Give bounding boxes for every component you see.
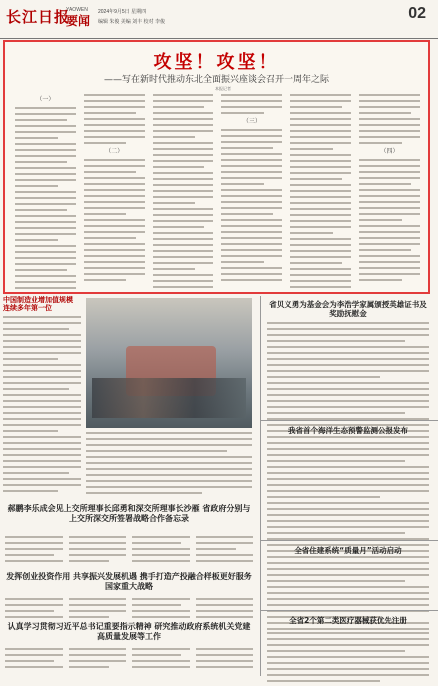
- brief-body: [267, 632, 429, 686]
- page-number: 02: [408, 5, 426, 22]
- section-marker: （一）: [36, 97, 55, 103]
- section-marker: （三）: [242, 119, 261, 125]
- right-news-column: [260, 296, 436, 676]
- editor-credits: 编辑 朱俊 美编 刘丰 校对 李俊: [98, 19, 165, 25]
- brief-headline[interactable]: 全省住建系统“质量月”活动启动: [294, 546, 402, 555]
- story-body: [5, 648, 253, 672]
- section-marker: （二）: [105, 149, 124, 155]
- issue-date: 2024年9月5日 星期四: [98, 9, 147, 15]
- left-brief-story[interactable]: [3, 296, 81, 488]
- newspaper-logo: 长江日报: [6, 8, 71, 26]
- feature-column: [153, 94, 214, 294]
- feature-byline: 本报记者: [215, 86, 231, 91]
- story-headline[interactable]: 郝鹏李乐成会见上交所理事长邱勇和深交所理事长沙雁 省政府分别与上交所深交所签署战略合作备忘录: [7, 504, 251, 523]
- feature-column: [359, 94, 420, 294]
- masthead: [0, 0, 438, 39]
- section-label-en: YAOWEN: [66, 7, 88, 13]
- section-label-cn: 要闻: [66, 14, 91, 28]
- photo-caption: [86, 432, 252, 490]
- section-marker: （四）: [380, 149, 399, 155]
- story-headline[interactable]: 认真学习贯彻习近平总书记重要指示精神 研究推动政府系统机关党建高质量发展等工作: [7, 622, 251, 641]
- story-body: [5, 598, 253, 622]
- feature-article[interactable]: [3, 40, 430, 294]
- section-label: [66, 7, 94, 27]
- feature-body: [15, 94, 420, 294]
- story-headline[interactable]: 发挥创业投资作用 共享振兴发展机遇 携手打造产投融合样板更好服务国家重大战略: [6, 572, 252, 591]
- feature-column: [15, 94, 76, 294]
- brief-headline[interactable]: 我省首个海洋生态预警监测公报发布: [288, 426, 408, 435]
- story-body: [5, 536, 253, 566]
- crowd: [92, 378, 246, 418]
- feature-headline: 攻坚！攻坚！: [153, 52, 280, 73]
- column-divider: [260, 420, 438, 421]
- brief-headline[interactable]: 全省2个第二类医疗器械获优先注册: [289, 616, 407, 625]
- brief-headline[interactable]: 省贝义勇为基金会为李浩学家属颁授英雄证书及奖励抚慰金: [269, 300, 427, 318]
- feature-column: [84, 94, 145, 294]
- feature-subheadline: ——写在新时代推动东北全面振兴座谈会召开一周年之际: [103, 75, 329, 85]
- left-brief-headline: 中国制造业增加值规模 连续多年第一位: [3, 296, 73, 312]
- column-divider: [260, 540, 438, 541]
- feature-column: [290, 94, 351, 294]
- column-divider: [260, 610, 438, 611]
- feature-column: [221, 94, 282, 294]
- news-photo[interactable]: [86, 298, 252, 428]
